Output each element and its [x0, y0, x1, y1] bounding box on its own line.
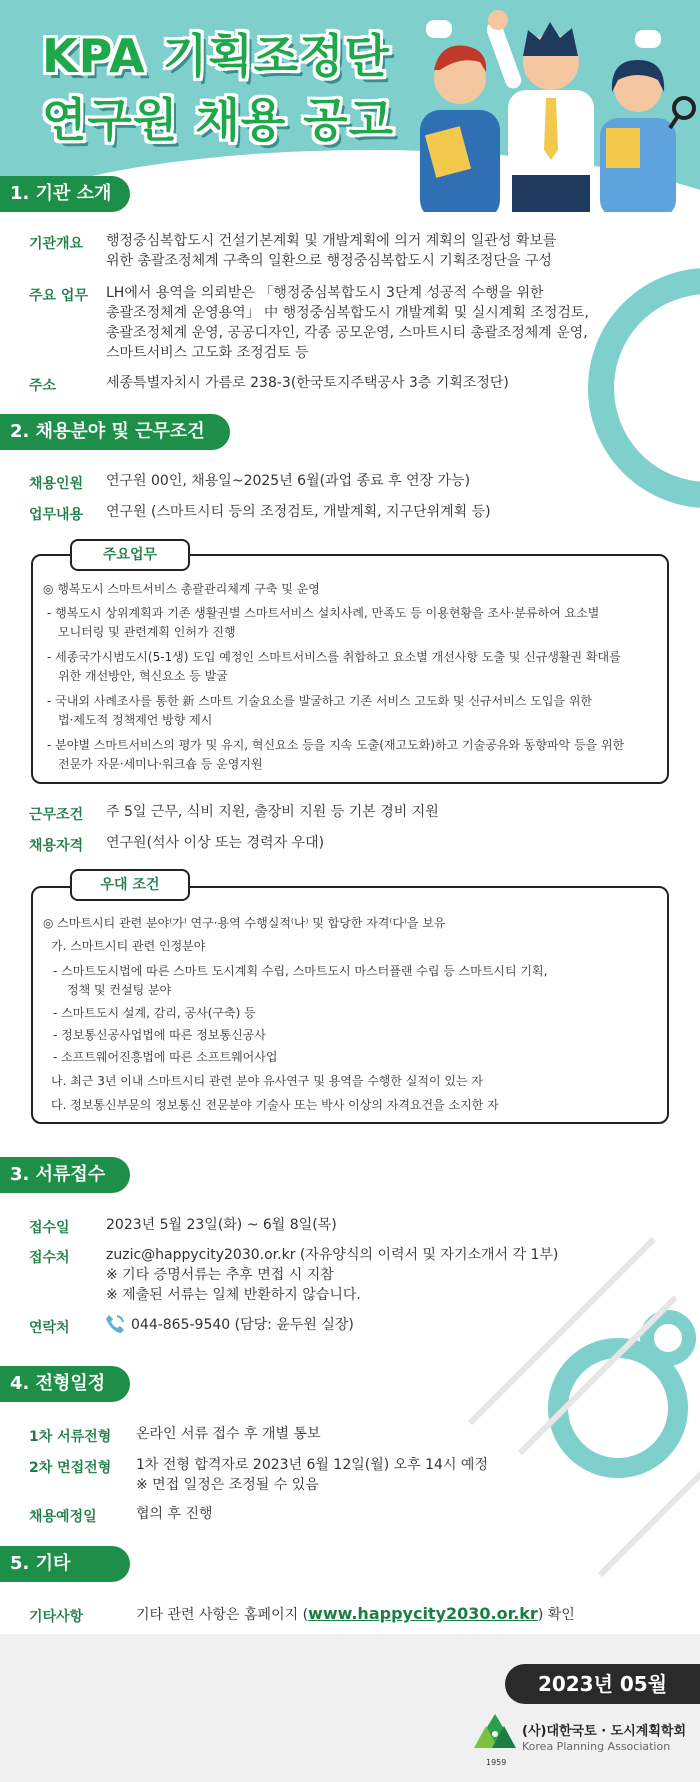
duties-line: - 행복도시 상위계획과 기존 생활권별 스마트서비스 설치사례, 만족도 등 이용현황을 조사·분류하여 요소별 [47, 606, 600, 620]
duty-label: 주요 업무 [29, 288, 88, 304]
preference-line: - 정보통신공사업법에 따른 정보통신공사 [53, 1028, 266, 1042]
duty-text-1: LH에서 용역을 의뢰받은 「행정중심복합도시 3단계 성공적 수행을 위한 [106, 285, 544, 301]
footer [0, 1634, 700, 1782]
section-4-header: 4. 전형일정 [0, 1366, 130, 1402]
people-illustration [400, 0, 700, 212]
section-5-header: 5. 기타 [0, 1546, 130, 1582]
address-text: 세종특별자치시 가름로 238-3(한국토지주택공사 3층 기획조정단) [106, 375, 509, 391]
duties-box-tab: 주요업무 [70, 539, 190, 571]
qualification-text: 연구원(석사 이상 또는 경력자 우대) [106, 835, 325, 851]
round1-label: 1차 서류전형 [29, 1429, 112, 1445]
duties-line: 전문가 자문·세미나·워크숍 등 운영지원 [58, 757, 263, 771]
etc-text [136, 1604, 575, 1625]
logo-year: 1959 [486, 1758, 507, 1767]
duty-text-3: 총괄조정체계 운영, 공공디자인, 각종 공모운영, 스마트시티 총괄조정체계 운영, [106, 325, 588, 341]
receipt-note-2: ※ 제출된 서류는 일체 반환하지 않습니다. [106, 1287, 361, 1303]
duties-line: - 분야별 스마트서비스의 평가 및 유지, 혁신요소 등을 지속 도출(재고도화)하고 기술공유와 동향파악 등을 위한 [47, 738, 625, 752]
section-2-header: 2. 채용분야 및 근무조건 [0, 414, 230, 450]
overview-text-1: 행정중심복합도시 건설기본계획 및 개발계획에 의거 계획의 일관성 확보를 [106, 233, 557, 249]
address-label: 주소 [29, 378, 57, 394]
org-name-en: Korea Planning Association [522, 1740, 671, 1753]
round1-text: 온라인 서류 접수 후 개별 통보 [136, 1426, 321, 1442]
contact-label: 연락처 [29, 1320, 70, 1336]
count-text: 연구원 00인, 채용일~2025년 6월(과업 종료 후 연장 가능) [106, 473, 471, 489]
receipt-email[interactable]: zuzic@happycity2030.or.kr (자유양식의 이력서 및 자기소개서 각 1부) [106, 1247, 559, 1263]
duties-line: 위한 개선방안, 혁신요소 등 발굴 [58, 669, 228, 683]
preference-line: 다. 정보통신부문의 정보통신 전문분야 기술사 또는 박사 이상의 자격요건을 소지한 자 [51, 1098, 499, 1112]
preference-line: ◎ 스마트시티 관련 분야⁽가⁾ 연구·용역 수행실적⁽나⁾ 및 합당한 자격⁽다⁾을 보유 [43, 916, 446, 930]
duties-line: - 국내외 사례조사를 통한 新 스마트 기술요소를 발굴하고 기존 서비스 고도화 및 신규서비스 도입을 위한 [47, 694, 593, 708]
section-3-header: 3. 서류접수 [0, 1157, 130, 1193]
receipt-note-1: ※ 기타 증명서류는 추후 면접 시 지참 [106, 1267, 334, 1283]
preference-line: - 소프트웨어진흥법에 따른 소프트웨어사업 [53, 1050, 278, 1064]
hire-date-label: 채용예정일 [29, 1509, 97, 1525]
preference-line: 정책 및 컨설팅 분야 [67, 983, 172, 997]
preference-line: 가. 스마트시티 관련 인정분야 [51, 939, 206, 953]
duty-text-4: 스마트서비스 고도화 조정검토 등 [106, 345, 309, 361]
round2-label: 2차 면접전형 [29, 1460, 112, 1476]
homepage-link[interactable]: www.happycity2030.or.kr [308, 1604, 538, 1623]
title-line-2: 연구원 채용 공고 [42, 93, 395, 147]
qualification-label: 채용자격 [29, 838, 84, 854]
etc-text-post: ) 확인 [537, 1607, 575, 1623]
decorative-stripe [598, 1467, 700, 1577]
preference-line: - 스마트도시법에 따른 스마트 도시계획 수립, 스마트도시 마스터플랜 수립 등 스마트시티 기획, [53, 964, 548, 978]
duties-line: - 세종국가시범도시(5-1생) 도입 예정인 스마트서비스를 취합하고 요소별 개선사항 도출 및 신규생활권 확대를 [47, 650, 621, 664]
etc-text-pre: 기타 관련 사항은 홈페이지 ( [136, 1607, 309, 1623]
overview-text-2: 위한 총괄조정체계 구축의 일환으로 행정중심복합도시 기획조정단을 구성 [106, 253, 552, 269]
work-label: 업무내용 [29, 507, 84, 523]
receipt-date-text: 2023년 5월 23일(화) ~ 6월 8일(목) [106, 1217, 337, 1233]
receipt-date-label: 접수일 [29, 1220, 70, 1236]
duty-text-2: 총괄조정체계 운영용역」 中 행정중심복합도시 개발계획 및 실시계획 조정검토, [106, 305, 589, 321]
contact-text: 044-865-9540 (담당: 윤두원 실장) [131, 1317, 354, 1333]
preference-box-tab: 우대 조건 [70, 869, 190, 901]
preference-line: 나. 최근 3년 이내 스마트시티 관련 분야 유사연구 및 용역을 수행한 실적이 있는 자 [51, 1074, 483, 1088]
kpa-logo-icon [474, 1712, 516, 1758]
work-text: 연구원 (스마트시티 등의 조정검토, 개발계획, 지구단위계획 등) [106, 504, 491, 520]
count-label: 채용인원 [29, 476, 84, 492]
title-line-1: KPA 기획조정단 [42, 29, 390, 83]
etc-label: 기타사항 [29, 1609, 84, 1625]
phone-icon [104, 1313, 126, 1335]
duties-line: ◎ 행복도시 스마트서비스 총괄관리체계 구축 및 운영 [43, 582, 320, 596]
section-1-header: 1. 기관 소개 [0, 176, 130, 212]
org-name-kr: (사)대한국토 · 도시계획학회 [522, 1724, 687, 1739]
condition-label: 근무조건 [29, 807, 84, 823]
decorative-ring [588, 268, 700, 508]
condition-text: 주 5일 근무, 식비 지원, 출장비 지원 등 기본 경비 지원 [106, 804, 439, 820]
duties-line: 법·제도적 정책제언 방향 제시 [58, 713, 213, 727]
preference-line: - 스마트도시 설계, 감리, 공사(구축) 등 [53, 1006, 256, 1020]
receipt-to-label: 접수처 [29, 1250, 70, 1266]
round2-text-1: 1차 전형 합격자로 2023년 6월 12일(월) 오후 14시 예정 [136, 1457, 488, 1473]
round2-text-2: ※ 면접 일정은 조정될 수 있음 [136, 1477, 319, 1493]
duties-line: 모니터링 및 관련계획 인허가 진행 [58, 625, 236, 639]
overview-label: 기관개요 [29, 236, 84, 252]
hire-date-text: 협의 후 진행 [136, 1506, 213, 1522]
issue-date-badge: 2023년 05월 [505, 1664, 700, 1704]
